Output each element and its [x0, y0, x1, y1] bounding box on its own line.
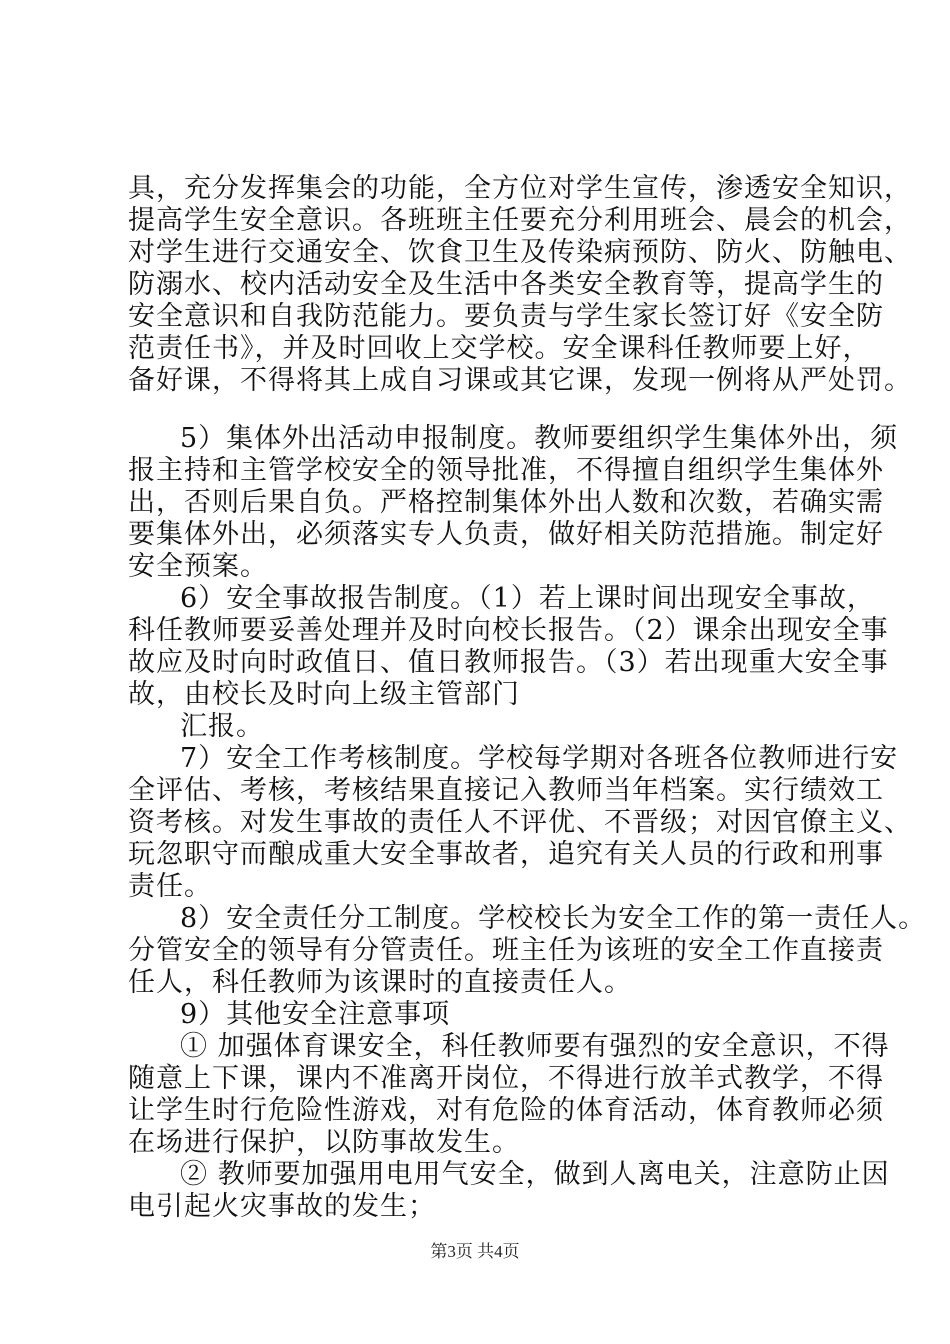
- text-line: 范责任书》，并及时回收上交学校。安全课科任教师要上好，: [128, 333, 871, 364]
- text-line: 汇报。: [180, 711, 264, 742]
- text-line: 故，由校长及时向上级主管部门: [128, 679, 520, 710]
- text-line: 提高学生安全意识。各班班主任要充分利用班会、晨会的机会，: [128, 205, 912, 236]
- text-line: 任人，科任教师为该课时的直接责任人。: [128, 967, 632, 998]
- text-line: ② 教师要加强用电用气安全，做到人离电关，注意防止因: [180, 1159, 890, 1190]
- text-line: 玩忽职守而酿成重大安全事故者，追究有关人员的行政和刑事: [128, 839, 884, 870]
- text-line: 让学生时行危险性游戏，对有危险的体育活动，体育教师必须: [128, 1095, 884, 1126]
- text-line: 电引起火灾事故的发生；: [128, 1191, 436, 1222]
- text-line: 责任。: [128, 871, 212, 902]
- text-line: 防溺水、校内活动安全及生活中各类安全教育等，提高学生的: [128, 269, 884, 300]
- text-line: 资考核。对发生事故的责任人不评优、不晋级；对因官僚主义、: [128, 807, 912, 838]
- text-line: 对学生进行交通安全、饮食卫生及传染病预防、防火、防触电、: [128, 237, 912, 268]
- page-number-footer: 第3页 共4页: [430, 1242, 520, 1261]
- text-line: 具，充分发挥集会的功能，全方位对学生宣传，渗透安全知识，: [128, 173, 912, 204]
- text-line: 分管安全的领导有分管责任。班主任为该班的安全工作直接责: [128, 935, 884, 966]
- text-line: 8）安全责任分工制度。学校校长为安全工作的第一责任人。: [180, 903, 927, 934]
- text-line: 科任教师要妥善处理并及时向校长报告。（2）课余出现安全事: [128, 615, 889, 646]
- text-line: 在场进行保护，以防事故发生。: [128, 1127, 520, 1158]
- text-line: 要集体外出，必须落实专人负责，做好相关防范措施。制定好: [128, 519, 884, 550]
- text-line: 安全意识和自我防范能力。要负责与学生家长签订好《安全防: [128, 301, 884, 332]
- text-line: 报主持和主管学校安全的领导批准，不得擅自组织学生集体外: [128, 455, 884, 486]
- text-line: 出，否则后果自负。严格控制集体外出人数和次数，若确实需: [128, 487, 884, 518]
- text-line: 随意上下课，课内不准离开岗位，不得进行放羊式教学，不得: [128, 1063, 884, 1094]
- text-line: 安全预案。: [128, 551, 268, 582]
- text-line: 备好课，不得将其上成自习课或其它课，发现一例将从严处罚。: [128, 365, 912, 396]
- text-line: 6）安全事故报告制度。（1）若上课时间出现安全事故，: [180, 583, 875, 614]
- text-line: ① 加强体育课安全，科任教师要有强烈的安全意识，不得: [180, 1031, 890, 1062]
- text-line: 故应及时向时政值日、值日教师报告。（3）若出现重大安全事: [128, 647, 889, 678]
- text-line: 全评估、考核，考核结果直接记入教师当年档案。实行绩效工: [128, 775, 884, 806]
- text-line: 5）集体外出活动申报制度。教师要组织学生集体外出，须: [180, 423, 899, 454]
- text-line: 9）其他安全注意事项: [180, 999, 451, 1030]
- text-line: 7）安全工作考核制度。学校每学期对各班各位教师进行安: [180, 743, 899, 774]
